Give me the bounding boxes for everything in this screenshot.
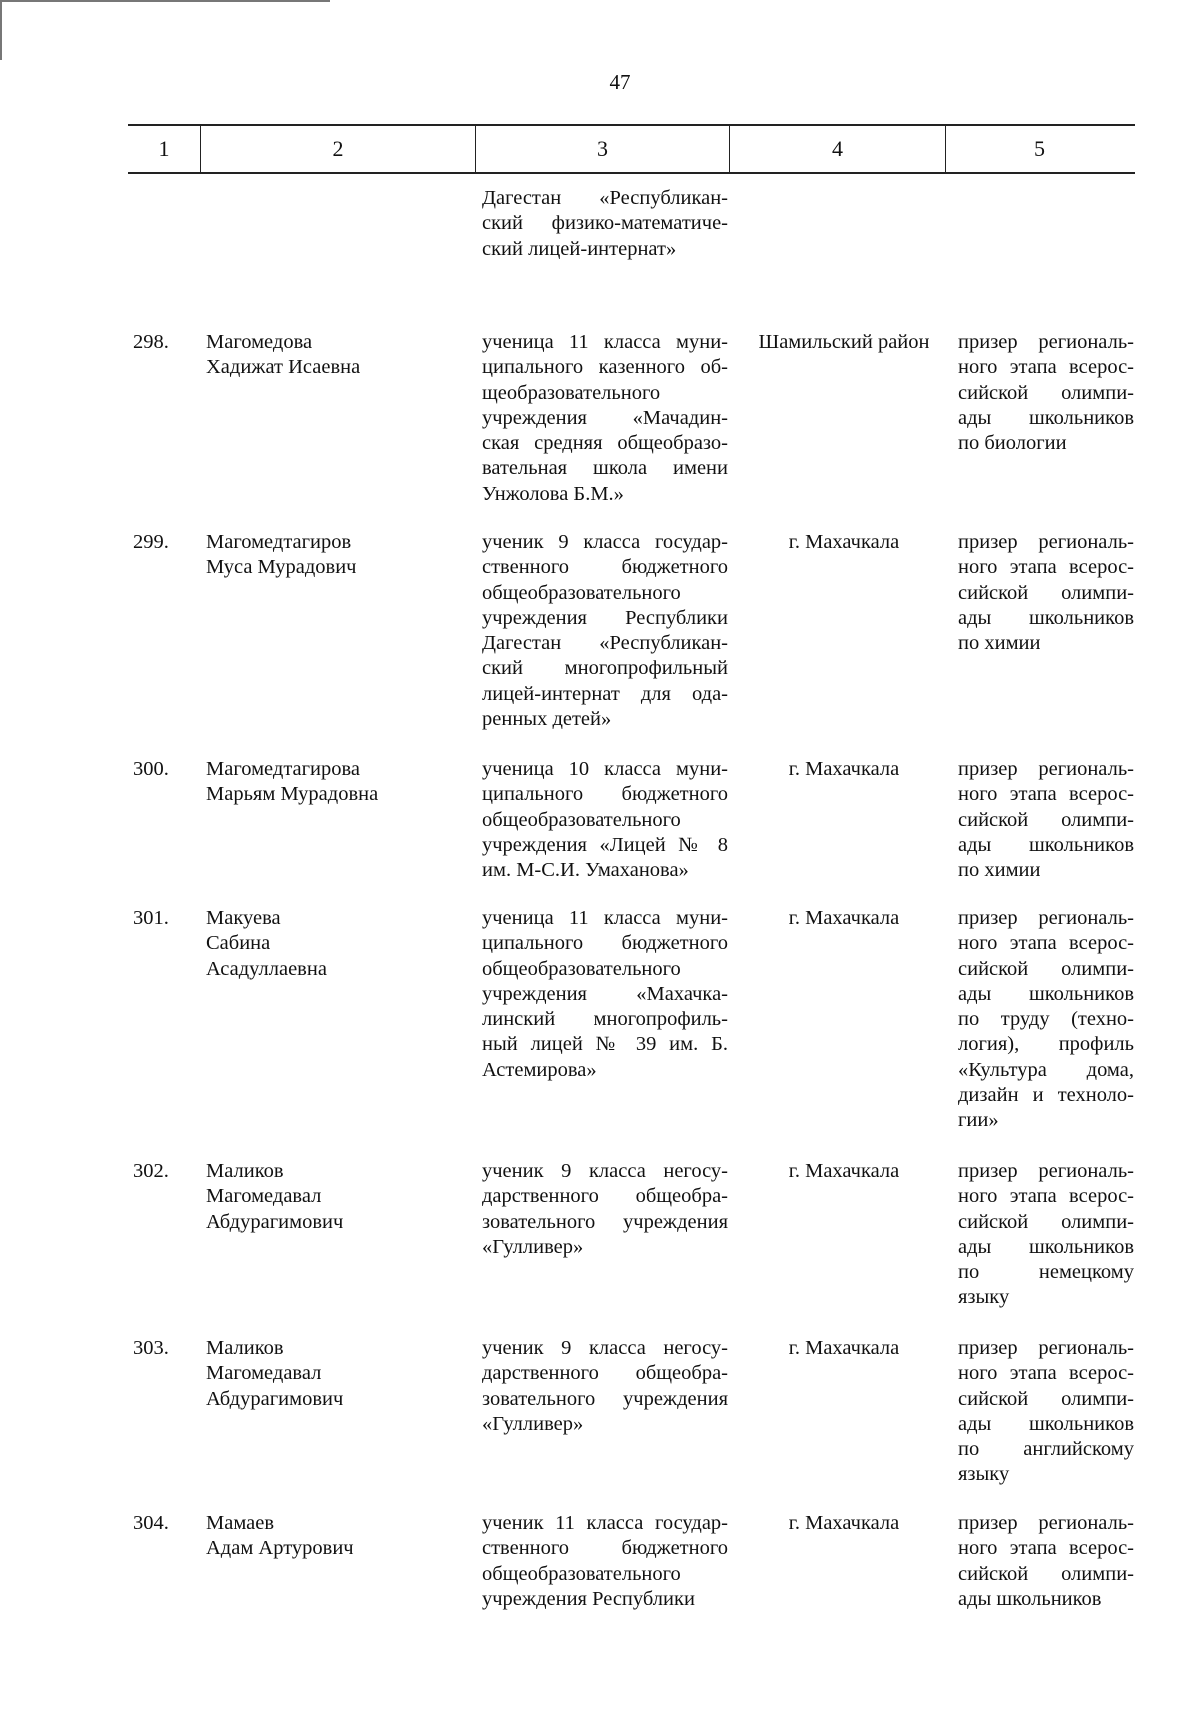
award-cell xyxy=(958,530,1134,656)
award-cell-line: ады школьников xyxy=(958,1235,1134,1258)
row-number: 303. xyxy=(133,1337,169,1359)
award-cell-line: призер региональ- xyxy=(958,531,1134,553)
institution-cell-line: ский многопрофильный xyxy=(482,657,728,680)
institution-cell-line: зовательного учреждения xyxy=(482,1210,728,1233)
institution-cell-line: ципального бюджетного xyxy=(482,783,728,806)
institution-cell-line: дарственного общеобра- xyxy=(482,1362,728,1385)
person-name xyxy=(206,1159,343,1235)
location-cell: г. Махачкала xyxy=(788,1337,900,1359)
person-name-line: Хадижат Исаевна xyxy=(206,356,361,379)
institution-cell-line: «Гулливер» xyxy=(482,1235,584,1258)
institution-cell-line: Астемирова» xyxy=(482,1058,597,1081)
institution-cell-line: ский лицей-интернат» xyxy=(482,237,677,260)
person-name-line: Сабина xyxy=(206,932,271,955)
award-cell-line: по биологии xyxy=(958,432,1067,455)
person-name-line: Магомедова xyxy=(206,331,313,353)
award-cell-line: по химии xyxy=(958,859,1041,882)
award-cell-line: языку xyxy=(958,1463,1010,1486)
award-cell-line: гии» xyxy=(958,1109,999,1132)
institution-cell-line: ципального казенного об- xyxy=(482,356,728,379)
institution-cell-line: зовательного учреждения xyxy=(482,1387,728,1410)
person-name-line: Магомедтагирова xyxy=(206,758,361,780)
award-cell-line: дизайн и техноло- xyxy=(958,1084,1134,1107)
institution-cell-line: ученик 9 класса негосу- xyxy=(482,1337,728,1359)
row-number: 300. xyxy=(133,758,169,780)
institution-cell-line: ученик 9 класса негосу- xyxy=(482,1160,728,1182)
person-name xyxy=(206,1336,343,1412)
award-cell-line: сийской олимпи- xyxy=(958,1387,1134,1410)
institution-cell-line: общеобразовательного xyxy=(482,957,681,980)
institution-cell-line: вательная школа имени xyxy=(482,457,728,480)
header-col-1: 1 xyxy=(158,136,170,161)
person-name-line: Магомедавал xyxy=(206,1185,322,1208)
institution-cell xyxy=(482,1511,728,1612)
row-number: 298. xyxy=(133,331,169,353)
person-name xyxy=(206,330,360,381)
award-cell-line: ного этапа всерос- xyxy=(958,1537,1134,1560)
award-cell-line: сийской олимпи- xyxy=(958,581,1134,604)
award-cell-line: ного этапа всерос- xyxy=(958,556,1134,579)
location-cell: г. Махачкала xyxy=(788,907,900,929)
person-name xyxy=(206,757,378,808)
award-cell-line: логия), профиль xyxy=(958,1033,1134,1056)
institution-cell-line: ученица 10 класса муни- xyxy=(482,758,728,780)
institution-cell-line: ученик 11 класса государ- xyxy=(482,1512,728,1534)
award-cell-line: ады школьников xyxy=(958,406,1134,429)
location-cell: г. Махачкала xyxy=(788,1160,900,1182)
institution-cell-line: ственного бюджетного xyxy=(482,1537,728,1560)
header-col-2: 2 xyxy=(332,136,344,161)
person-name-line: Магомедтагиров xyxy=(206,531,352,553)
institution-cell-line: Унжолова Б.М.» xyxy=(482,482,624,505)
person-name xyxy=(206,906,327,982)
institution-cell-line: им. М-С.И. Умаханова» xyxy=(482,859,689,882)
award-cell-line: ады школьников xyxy=(958,982,1134,1005)
location-cell: г. Махачкала xyxy=(788,758,900,780)
institution-cell-line: линский многопрофиль- xyxy=(482,1008,728,1031)
location-cell: г. Махачкала xyxy=(788,531,900,553)
institution-cell-line: ский физико-математиче- xyxy=(482,212,728,235)
institution-cell-line: щеобразовательного xyxy=(482,381,661,404)
award-cell-line: сийской олимпи- xyxy=(958,381,1134,404)
person-name-line: Макуева xyxy=(206,907,281,929)
institution-cell xyxy=(482,1159,728,1260)
institution-cell-line: учреждения Республики xyxy=(482,1587,695,1610)
institution-cell xyxy=(482,1336,728,1437)
institution-cell xyxy=(482,330,728,507)
award-cell-line: ного этапа всерос- xyxy=(958,356,1134,379)
award-cell-line: ного этапа всерос- xyxy=(958,1362,1134,1385)
award-cell-line: ады школьников xyxy=(958,606,1134,629)
institution-cell-line: ципального бюджетного xyxy=(482,932,728,955)
institution-cell xyxy=(482,186,728,262)
award-cell-line: ного этапа всерос- xyxy=(958,783,1134,806)
award-cell-line: призер региональ- xyxy=(958,1160,1134,1182)
institution-cell-line: ренных детей» xyxy=(482,708,612,731)
award-cell-line: по немецкому xyxy=(958,1261,1134,1284)
award-cell-line: по труду (техно- xyxy=(958,1008,1134,1031)
institution-cell-line: общеобразовательного xyxy=(482,808,681,831)
award-cell xyxy=(958,757,1134,883)
institution-cell-line: дарственного общеобра- xyxy=(482,1185,728,1208)
award-cell-line: ады школьников xyxy=(958,1587,1102,1610)
institution-cell-line: учреждения «Лицей № 8 xyxy=(482,833,728,856)
award-cell-line: языку xyxy=(958,1286,1010,1309)
award-cell-line: призер региональ- xyxy=(958,758,1134,780)
person-name xyxy=(206,530,357,581)
person-name-line: Марьям Мурадовна xyxy=(206,783,379,806)
page-number: 47 xyxy=(609,70,631,94)
award-cell xyxy=(958,1159,1134,1311)
person-name-line: Мамаев xyxy=(206,1512,275,1534)
person-name-line: Асадуллаевна xyxy=(206,957,327,980)
row-number: 304. xyxy=(133,1512,169,1534)
institution-cell-line: «Гулливер» xyxy=(482,1412,584,1435)
award-cell-line: ады школьников xyxy=(958,1412,1134,1435)
institution-cell-line: ученица 11 класса муни- xyxy=(482,331,728,353)
person-name xyxy=(206,1511,354,1562)
award-cell xyxy=(958,330,1134,456)
award-cell-line: «Культура дома, xyxy=(958,1058,1134,1081)
award-cell-line: сийской олимпи- xyxy=(958,957,1134,980)
award-cell-line: сийской олимпи- xyxy=(958,1562,1134,1585)
location-cell: Шамильский район xyxy=(758,331,930,353)
award-cell-line: по химии xyxy=(958,632,1041,655)
row-number: 301. xyxy=(133,907,169,929)
award-cell-line: сийской олимпи- xyxy=(958,808,1134,831)
institution-cell-line: ственного бюджетного xyxy=(482,556,728,579)
award-cell-line: призер региональ- xyxy=(958,1337,1134,1359)
award-cell-line: призер региональ- xyxy=(958,331,1134,353)
award-cell-line: ады школьников xyxy=(958,833,1134,856)
award-cell-line: ного этапа всерос- xyxy=(958,932,1134,955)
person-name-line: Магомедавал xyxy=(206,1362,322,1385)
header-col-4: 4 xyxy=(832,136,843,161)
row-number: 299. xyxy=(133,531,169,553)
institution-cell xyxy=(482,906,728,1083)
institution-cell-line: общеобразовательного xyxy=(482,581,681,604)
person-name-line: Абдурагимович xyxy=(206,1210,344,1233)
person-name-line: Маликов xyxy=(206,1337,284,1359)
institution-cell xyxy=(482,757,728,883)
institution-cell-line: Дагестан «Республикан- xyxy=(482,632,728,655)
person-name-line: Адам Артурович xyxy=(206,1537,354,1560)
institution-cell-line: ученик 9 класса государ- xyxy=(482,531,728,553)
institution-cell-line: Дагестан «Республикан- xyxy=(482,187,728,209)
person-name-line: Муса Мурадович xyxy=(206,556,357,579)
table-header xyxy=(128,124,1135,174)
institution-cell xyxy=(482,530,728,732)
institution-cell-line: лицей-интернат для ода- xyxy=(482,682,728,705)
institution-cell-line: ный лицей № 39 им. Б. xyxy=(482,1033,728,1056)
header-col-3: 3 xyxy=(597,136,608,161)
award-cell xyxy=(958,1511,1134,1612)
award-cell-line: призер региональ- xyxy=(958,1512,1134,1534)
institution-cell-line: ученица 11 класса муни- xyxy=(482,907,728,929)
institution-cell-line: ская средняя общеобразо- xyxy=(482,432,728,455)
award-cell xyxy=(958,906,1134,1134)
institution-cell-line: учреждения «Мачадин- xyxy=(482,406,728,429)
person-name-line: Маликов xyxy=(206,1160,284,1182)
institution-cell-line: учреждения Республики xyxy=(482,606,728,629)
award-cell xyxy=(958,1336,1134,1488)
header-col-5: 5 xyxy=(1034,136,1045,161)
award-cell-line: по английскому xyxy=(958,1438,1134,1461)
location-cell: г. Махачкала xyxy=(788,1512,900,1534)
institution-cell-line: учреждения «Махачка- xyxy=(482,982,728,1005)
scan-edge-left xyxy=(0,0,2,60)
award-cell-line: призер региональ- xyxy=(958,907,1134,929)
institution-cell-line: общеобразовательного xyxy=(482,1562,681,1585)
person-name-line: Абдурагимович xyxy=(206,1387,344,1410)
scan-edge-top xyxy=(0,0,330,2)
award-cell-line: сийской олимпи- xyxy=(958,1210,1134,1233)
row-number: 302. xyxy=(133,1160,169,1182)
award-cell-line: ного этапа всерос- xyxy=(958,1185,1134,1208)
